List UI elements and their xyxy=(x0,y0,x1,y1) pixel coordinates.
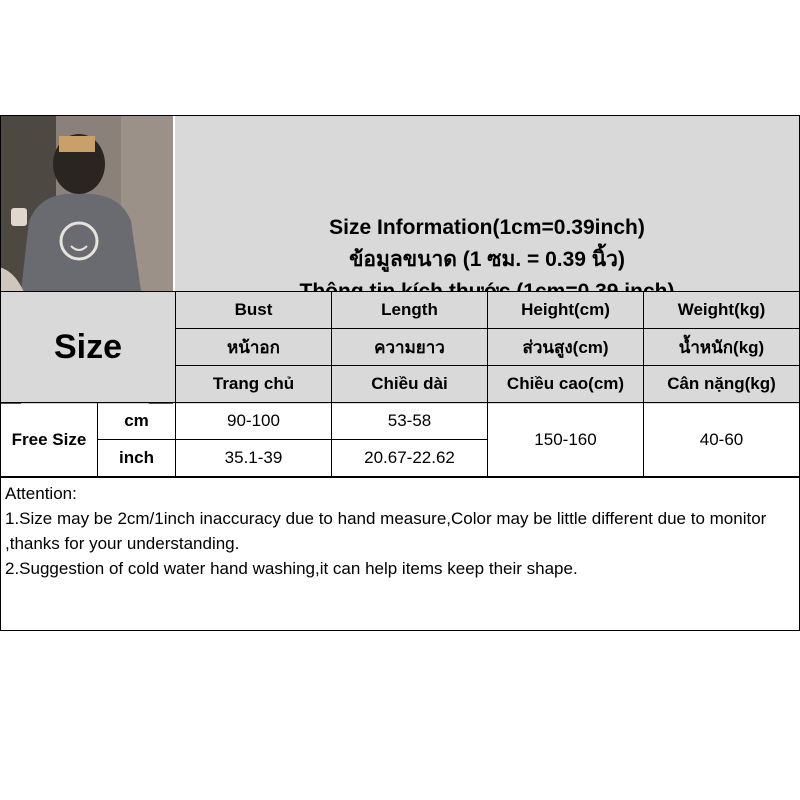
unit-label-inch: inch xyxy=(97,439,176,477)
column-header-height: Height(cm) xyxy=(487,291,644,329)
column-header-weight: Weight(kg) xyxy=(643,291,800,329)
size-chart xyxy=(0,115,800,631)
column-header-weight-thai: น้ำหนัก(kg) xyxy=(643,328,800,366)
bust-inch-value: 35.1-39 xyxy=(175,439,332,477)
column-header-length-thai: ความยาว xyxy=(331,328,488,366)
unit-label-cm: cm xyxy=(97,402,176,440)
attention-note-1: 1.Size may be 2cm/1inch inaccuracy due to hand measure,Color may be little different due to monitor ,thanks for your understanding. xyxy=(5,509,767,553)
length-inch-value: 20.67-22.62 xyxy=(331,439,488,477)
column-header-bust: Bust xyxy=(175,291,332,329)
attention-notes xyxy=(0,477,800,631)
height-value: 150-160 xyxy=(487,402,644,477)
title-thai: ข้อมูลขนาด (1 ซม. = 0.39 นิ้ว) xyxy=(349,248,625,271)
column-header-length: Length xyxy=(331,291,488,329)
weight-value: 40-60 xyxy=(643,402,800,477)
attention-note-2: 2.Suggestion of cold water hand washing,it can help items keep their shape. xyxy=(5,559,578,578)
column-header-weight-vietnamese: Cân nặng(kg) xyxy=(643,365,800,403)
row-label-free-size: Free Size xyxy=(0,402,98,477)
column-header-height-vietnamese: Chiều cao(cm) xyxy=(487,365,644,403)
size-header xyxy=(0,291,176,403)
size-header-label: Size xyxy=(53,327,123,366)
attention-heading: Attention: xyxy=(5,484,77,503)
column-header-length-vietnamese: Chiều dài xyxy=(331,365,488,403)
column-header-height-thai: ส่วนสูง(cm) xyxy=(487,328,644,366)
length-cm-value: 53-58 xyxy=(331,402,488,440)
column-header-bust-vietnamese: Trang chủ xyxy=(175,365,332,403)
title-english: Size Information(1cm=0.39inch) xyxy=(329,216,645,239)
bust-cm-value: 90-100 xyxy=(175,402,332,440)
column-header-bust-thai: หน้าอก xyxy=(175,328,332,366)
size-table xyxy=(0,291,800,477)
